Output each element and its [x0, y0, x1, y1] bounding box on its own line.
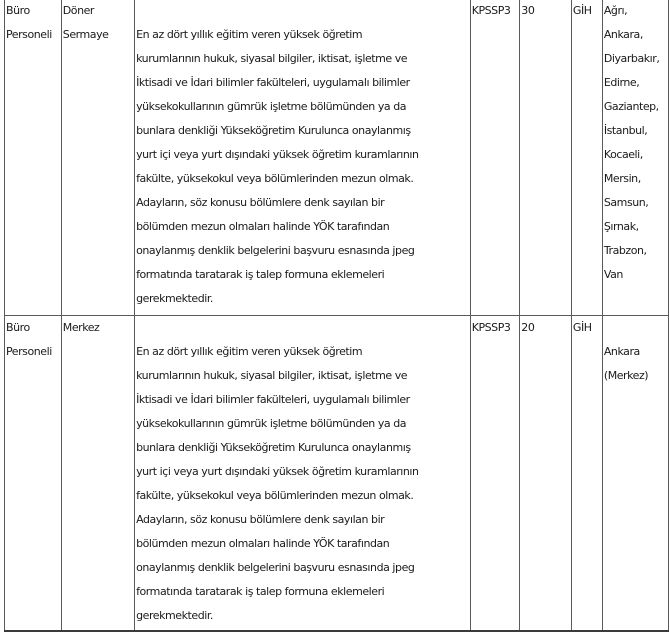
class-cell: GİH [571, 0, 602, 316]
table-row [5, 0, 669, 316]
blank-line [136, 316, 468, 340]
qualification-line: İktisadi ve İdari bilimler fakülteleri, uygulamalı bilimler [136, 76, 410, 89]
qualification-line: kurumlarının hukuk, siyasal bilgiler, iktisat, işletme ve [136, 369, 408, 382]
position-text: Personeli [6, 28, 52, 41]
qualification-line: gerekmektedir. [136, 609, 213, 622]
city-text: Kocaeli, [603, 148, 643, 161]
city-text: İstanbul, [603, 124, 648, 137]
city-text: Van [603, 268, 623, 281]
city-text: Diyarbakır, [603, 52, 660, 65]
city-text: Şırnak, [603, 220, 639, 233]
qualification-line: gerekmektedir. [136, 292, 213, 305]
table-row [5, 316, 669, 632]
qualification-line: fakülte, yüksekokul veya bölümlerinden mezun olmak. [136, 172, 414, 185]
city-text: Edirne, [603, 76, 640, 89]
qualification-line: bunlara denkliği Yükseköğretim Kurulunca onaylanmış [136, 124, 411, 137]
city-text: Trabzon, [603, 244, 647, 257]
qualification-line: fakülte, yüksekokul veya bölümlerinden mezun olmak. [136, 489, 414, 502]
class-cell: GİH [571, 316, 602, 632]
qualification-cell [135, 0, 471, 316]
city-text: Ankara, [603, 28, 643, 41]
exam-cell: KPSSP3 [470, 0, 520, 316]
qualification-line: formatında taratarak iş talep formuna eklemeleri [136, 268, 385, 281]
unit-cell [61, 0, 134, 316]
qualification-line: onaylanmış denklik belgelerini başvuru esnasında jpeg [136, 244, 415, 257]
city-text: Samsun, [603, 196, 649, 209]
qualification-line: yurt içi veya yurt dışındaki yüksek öğretim kuramlarının [136, 148, 419, 161]
count-cell: 30 [520, 0, 572, 316]
position-text: Büro [6, 321, 30, 334]
qualification-line: bunlara denkliği Yükseköğretim Kurulunca onaylanmış [136, 441, 411, 454]
qualification-cell [135, 316, 471, 632]
qualification-line: yurt içi veya yurt dışındaki yüksek öğretim kuramlarının [136, 465, 419, 478]
qualification-line: İktisadi ve İdari bilimler fakülteleri, uygulamalı bilimler [136, 393, 410, 406]
city-text: Mersin, [603, 172, 641, 185]
city-text: Ankara [603, 345, 640, 358]
city-text: (Merkez) [603, 369, 649, 382]
qualification-line: yüksekokullarının gümrük işletme bölümünden ya da [136, 417, 407, 430]
qualification-line: bölümden mezun olmaları halinde YÖK tarafından [136, 537, 390, 550]
position-cell [5, 316, 62, 632]
position-text: Personeli [6, 345, 52, 358]
unit-text: Döner [62, 4, 94, 17]
qualification-line: formatında taratarak iş talep formuna eklemeleri [136, 585, 385, 598]
count-cell: 20 [520, 316, 572, 632]
blank-line [604, 316, 666, 340]
unit-text: Merkez [62, 321, 100, 334]
qualification-line: En az dört yıllık eğitim veren yüksek öğretim [136, 345, 363, 358]
cities-cell [602, 0, 668, 316]
unit-cell [61, 316, 134, 632]
unit-text: Sermaye [62, 28, 109, 41]
cities-cell [602, 316, 668, 632]
qualification-line: Adayların, söz konusu bölümlere denk sayılan bir [136, 513, 385, 526]
qualification-line: Adayların, söz konusu bölümlere denk sayılan bir [136, 196, 385, 209]
qualification-line: kurumlarının hukuk, siyasal bilgiler, iktisat, işletme ve [136, 52, 408, 65]
position-text: Büro [6, 4, 30, 17]
qualification-line: bölümden mezun olmaları halinde YÖK tarafından [136, 220, 390, 233]
qualification-line: En az dört yıllık eğitim veren yüksek öğretim [136, 28, 363, 41]
job-listing-table [4, 0, 669, 632]
qualification-line: yüksekokullarının gümrük işletme bölümünden ya da [136, 100, 407, 113]
city-text: Gaziantep, [603, 100, 659, 113]
city-text: Ağrı, [603, 4, 628, 17]
position-cell [5, 0, 62, 316]
blank-line [136, 0, 468, 23]
exam-cell: KPSSP3 [470, 316, 520, 632]
qualification-line: onaylanmış denklik belgelerini başvuru esnasında jpeg [136, 561, 415, 574]
